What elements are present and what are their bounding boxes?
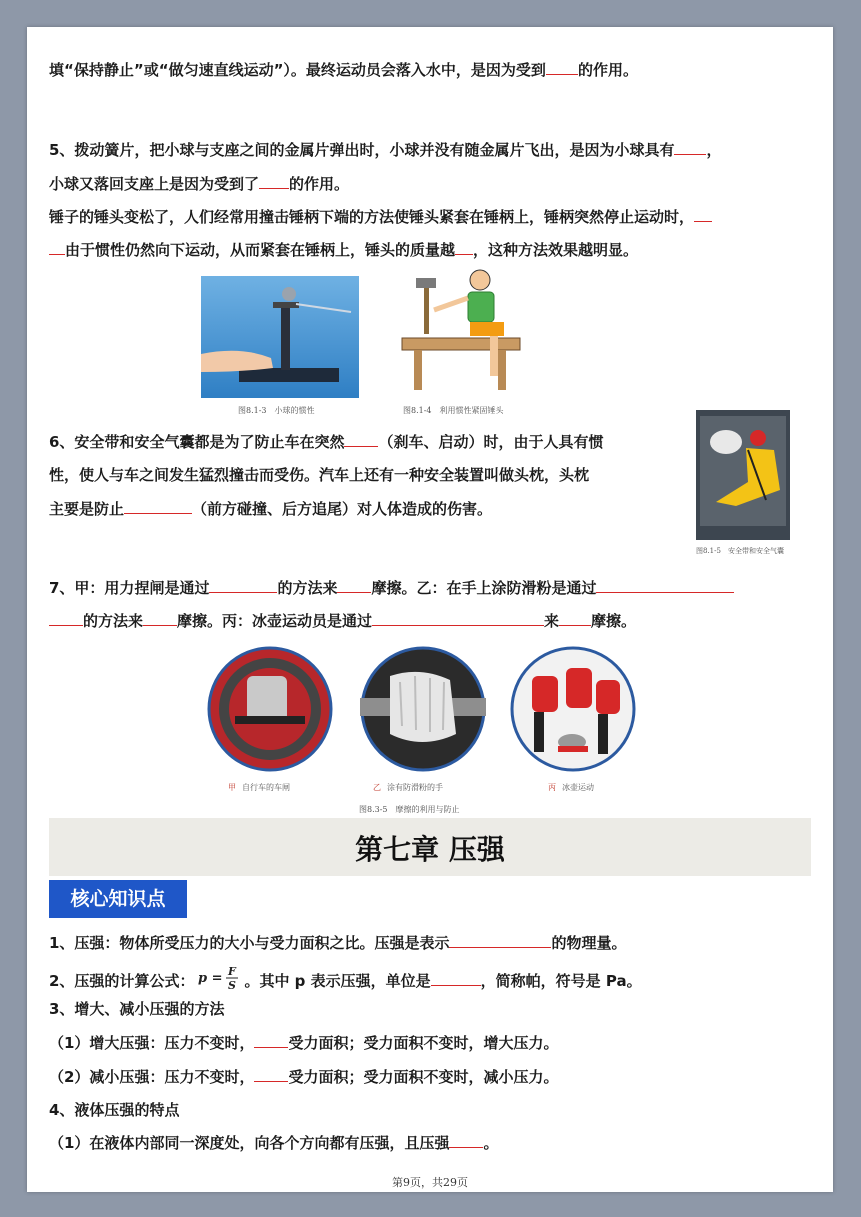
text: 6、安全带和安全气囊都是为了防止车在突然 xyxy=(49,433,345,451)
ball-inertia-photo xyxy=(201,276,359,398)
question-5 xyxy=(49,140,811,160)
text: 3、增大、减小压强的方法 xyxy=(49,1000,225,1018)
formula-lhs: p = xyxy=(198,971,223,986)
answer-blank xyxy=(546,60,578,75)
knowledge-4-1 xyxy=(49,1133,811,1153)
figure-caption: 图8.1-5 安全带和安全气囊 xyxy=(696,547,784,555)
answer-blank xyxy=(372,611,544,626)
answer-blank xyxy=(455,240,473,255)
text: 2、压强的计算公式： xyxy=(49,972,195,990)
text: 填“保持静止”或“做匀速直线运动”）。最终运动员会落入水中，是因为受到 xyxy=(49,61,546,79)
hammer-text-cont xyxy=(49,240,811,260)
answer-blank xyxy=(449,933,551,948)
text: 来 xyxy=(544,612,560,630)
figure-caption: 图8.3-5 摩擦的利用与防止 xyxy=(359,805,460,814)
answer-blank xyxy=(143,611,177,626)
text: 受力面积；受力面积不变时，减小压力。 xyxy=(288,1068,559,1086)
pressure-formula xyxy=(198,965,240,998)
hammer-illustration xyxy=(394,266,524,396)
text: 4、液体压强的特点 xyxy=(49,1101,180,1119)
section-badge: 核心知识点 xyxy=(49,880,187,918)
answer-blank xyxy=(49,240,65,255)
page-footer: 第9页，共29页 xyxy=(392,1176,468,1189)
knowledge-3 xyxy=(49,999,811,1019)
text: （前方碰撞、后方追尾）对人体造成的伤害。 xyxy=(192,500,493,518)
answer-blank xyxy=(254,1033,288,1048)
knowledge-2 xyxy=(49,965,811,998)
text: 7、甲：用力捏闸是通过 xyxy=(49,579,210,597)
text: 5、拨动簧片，把小球与支座之间的金属片弹出时，小球并没有随金属片飞出，是因为小球具有 xyxy=(49,141,675,159)
text: 的方法来 xyxy=(277,579,338,597)
text: 的作用。 xyxy=(577,61,638,79)
text: 。其中 p 表示压强，单位是 xyxy=(244,972,431,990)
formula-denominator: S xyxy=(228,979,237,991)
text: 的物理量。 xyxy=(551,934,627,952)
text: 主要是防止 xyxy=(49,500,125,518)
text: 摩擦。丙：冰壶运动员是通过 xyxy=(177,612,373,630)
knowledge-4 xyxy=(49,1100,811,1120)
text-line xyxy=(49,60,811,80)
text: 性，使人与车之间发生猛烈撞击而受伤。汽车上还有一种安全装置叫做头枕，头枕 xyxy=(49,466,590,484)
answer-blank xyxy=(124,499,192,514)
text: 摩擦。乙：在手上涂防滑粉是通过 xyxy=(371,579,597,597)
figure-label: 涂有防滑粉的手 xyxy=(387,783,443,792)
knowledge-1 xyxy=(49,933,811,953)
chapter-header xyxy=(49,818,811,876)
chapter-title: 第七章 压强 xyxy=(355,833,505,866)
text: （1）增大压强：压力不变时， xyxy=(49,1034,255,1052)
answer-blank xyxy=(694,207,712,222)
text: （2）减小压强：压力不变时， xyxy=(49,1068,255,1086)
question-7-cont xyxy=(49,611,811,631)
text: 1、压强：物体所受压力的大小与受力面积之比。压强是表示 xyxy=(49,934,450,952)
figure-caption xyxy=(228,782,290,793)
formula-graphic xyxy=(198,965,240,991)
formula-numerator: F xyxy=(228,965,237,978)
airbag-photo xyxy=(696,410,790,540)
answer-blank xyxy=(674,140,706,155)
question-7 xyxy=(49,578,811,598)
text: ，这种方法效果越明显。 xyxy=(473,241,639,259)
figure-tag: 乙 xyxy=(373,783,381,792)
answer-blank xyxy=(449,1133,483,1148)
knowledge-3-1 xyxy=(49,1033,811,1053)
figure-caption xyxy=(548,782,594,793)
text: 摩擦。 xyxy=(591,612,637,630)
text: 。 xyxy=(483,1134,499,1152)
text: 的方法来 xyxy=(83,612,144,630)
bike-brake-photo xyxy=(207,646,337,772)
text: ，简称帕，符号是 Pa。 xyxy=(480,972,642,990)
text: 的作用。 xyxy=(289,175,350,193)
document-page xyxy=(27,27,833,1192)
answer-blank xyxy=(337,578,371,593)
answer-blank xyxy=(559,611,591,626)
figure-caption: 图8.1-3 小球的惯性 xyxy=(238,406,315,415)
answer-blank xyxy=(49,611,83,626)
text: 锤子的锤头变松了，人们经常用撞击锤柄下端的方法使锤头紧套在锤柄上，锤柄突然停止运动时， xyxy=(49,208,695,226)
text: 由于惯性仍然向下运动，从而紧套在锤柄上，锤头的质量越 xyxy=(65,241,456,259)
answer-blank xyxy=(596,578,734,593)
text: （1）在液体内部同一深度处，向各个方向都有压强，且压强 xyxy=(49,1134,450,1152)
answer-blank xyxy=(254,1067,288,1082)
figure-label: 冰壶运动 xyxy=(562,783,594,792)
chalked-hand-photo xyxy=(360,646,490,772)
answer-blank xyxy=(431,971,481,986)
answer-blank xyxy=(209,578,277,593)
text: 受力面积；受力面积不变时，增大压力。 xyxy=(288,1034,559,1052)
curling-photo xyxy=(510,646,640,772)
text: ， xyxy=(706,141,722,159)
answer-blank xyxy=(344,432,378,447)
answer-blank xyxy=(259,174,289,189)
figure-tag: 甲 xyxy=(228,783,236,792)
figure-label: 自行车的车闸 xyxy=(242,783,290,792)
figure-caption xyxy=(373,782,443,793)
figure-tag: 丙 xyxy=(548,783,556,792)
text: （刹车、启动）时，由于人具有惯 xyxy=(378,433,604,451)
hammer-text xyxy=(49,207,811,227)
question-5-cont xyxy=(49,174,811,194)
figure-caption: 图8.1-4 利用惯性紧固锤头 xyxy=(403,406,504,415)
knowledge-3-2 xyxy=(49,1067,811,1087)
text: 小球又落回支座上是因为受到了 xyxy=(49,175,260,193)
